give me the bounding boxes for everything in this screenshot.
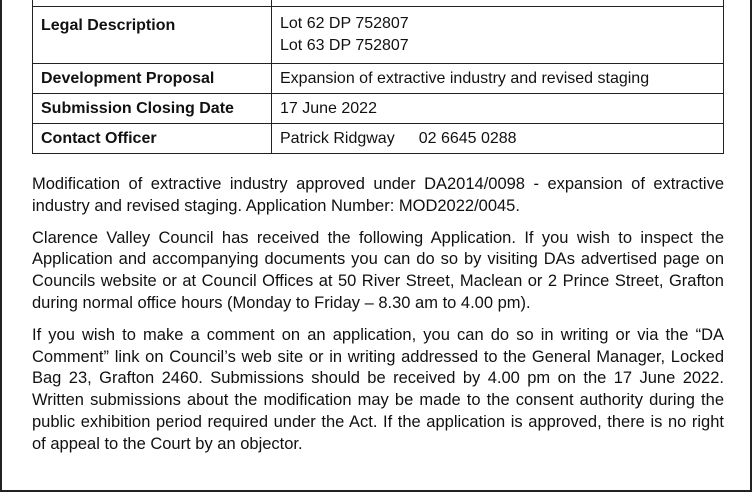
table-row (33, 7, 724, 64)
details-table (32, 0, 724, 154)
paragraph-modification: Modification of extractive industry approved under DA2014/0098 - expansion of extractive industry and revised staging. Application Number: MOD2022/0045. (32, 175, 724, 215)
legal-description-label: Legal Description (33, 7, 272, 64)
table-row (33, 124, 724, 154)
closing-date-label: Submission Closing Date (33, 94, 272, 124)
development-proposal-label: Development Proposal (33, 64, 272, 94)
legal-lot-line: Lot 63 DP 752807 (280, 37, 409, 54)
table-row (33, 94, 724, 124)
contact-name: Patrick Ridgway (280, 129, 395, 147)
paragraph-submissions: If you wish to make a comment on an application, you can do so in writing or via the “DA Comment” link on Council’s web site or in writing addressed to the General Manager, Locked Bag 23, Grafton 2460. Submissions should be received by 4.00 pm on the 17 June 2022. Written submissions about the modification may be made to the consent authority during the public exhibition period required under the Act. If the application is approved, there is no right of appeal to the Court by an objector. (32, 325, 724, 453)
paragraph-inspection: Clarence Valley Council has received the following Application. If you wish to inspect the Application and accompanying documents you can do so by visiting DAs advertised page on Councils website or at Council Offices at 50 River Street, Maclean or 2 Prince Street, Grafton during normal office hours (Monday to Friday – 8.30 am to 4.00 pm). (32, 228, 724, 312)
table-row (33, 64, 724, 94)
contact-officer-value (272, 124, 724, 154)
development-proposal-value: Expansion of extractive industry and revised staging (272, 64, 724, 94)
legal-description-value (272, 7, 724, 64)
closing-date-value: 17 June 2022 (272, 94, 724, 124)
legal-lot-line: Lot 62 DP 752807 (280, 15, 409, 32)
notice-body (32, 174, 724, 466)
contact-phone: 02 6645 0288 (418, 129, 517, 147)
contact-officer-label: Contact Officer (33, 124, 272, 154)
